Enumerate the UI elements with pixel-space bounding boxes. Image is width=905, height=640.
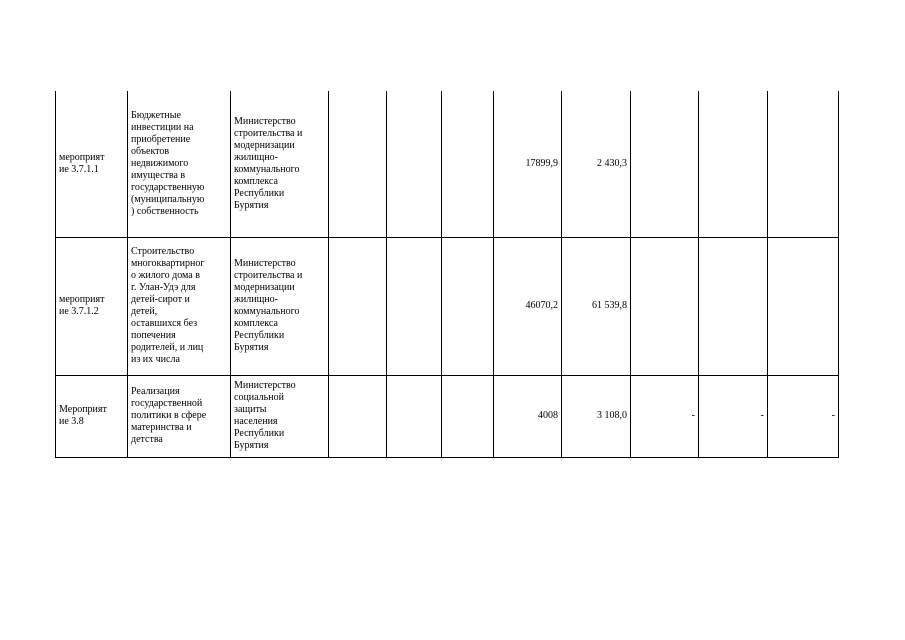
empty-cell [442,91,494,237]
row-dash-1: - [631,375,699,457]
row-executor [231,375,329,457]
row-value-2: 61 539,8 [562,237,631,375]
row-dash-1 [631,91,699,237]
row-dash-2 [699,237,768,375]
row-dash-3: - [768,375,839,457]
row-description-text: Реализация государственной политики в сфере материнства и детства [131,386,207,445]
row-value-2: 2 430,3 [562,91,631,237]
empty-cell [387,237,442,375]
row-dash-3 [768,91,839,237]
row-executor-text: Министерство социальной защиты населения Республики Бурятия [234,380,296,451]
row-code [56,375,128,457]
row-description-text: Бюджетные инвестиции на приобретение объектов недвижимого имущества в государственную (муниципальную ) собственность [131,109,205,217]
empty-cell [442,237,494,375]
empty-cell [387,375,442,457]
empty-cell [329,375,387,457]
empty-cell [442,375,494,457]
row-executor [231,91,329,237]
row-executor [231,237,329,375]
row-value-1: 17899,9 [494,91,562,237]
row-value-1: 46070,2 [494,237,562,375]
row-code-text: мероприят ие 3.7.1.2 [59,294,105,317]
table-row [56,237,839,375]
empty-cell [329,237,387,375]
row-code [56,91,128,237]
row-value-1: 4008 [494,375,562,457]
row-dash-1 [631,237,699,375]
row-executor-text: Министерство строительства и модернизации жилищно- коммунального комплекса Республики Бурятия [234,115,303,211]
table-row [56,91,839,237]
empty-cell [387,91,442,237]
row-description [128,237,231,375]
row-description-text: Строительство многоквартирног о жилого дома в г. Улан-Удэ для детей-сирот и детей, оставшихся без попечения родителей, и лиц из их числа [131,246,205,365]
row-executor-text: Министерство строительства и модернизации жилищно- коммунального комплекса Республики Бурятия [234,258,303,353]
row-description [128,91,231,237]
row-code-text: мероприят ие 3.7.1.1 [59,151,105,175]
row-value-2: 3 108,0 [562,375,631,457]
table-row [56,375,839,457]
row-code [56,237,128,375]
empty-cell [329,91,387,237]
row-description [128,375,231,457]
row-dash-2 [699,91,768,237]
row-dash-3 [768,237,839,375]
row-code-text: Мероприят ие 3.8 [59,404,107,427]
row-dash-2: - [699,375,768,457]
budget-table [55,91,839,458]
